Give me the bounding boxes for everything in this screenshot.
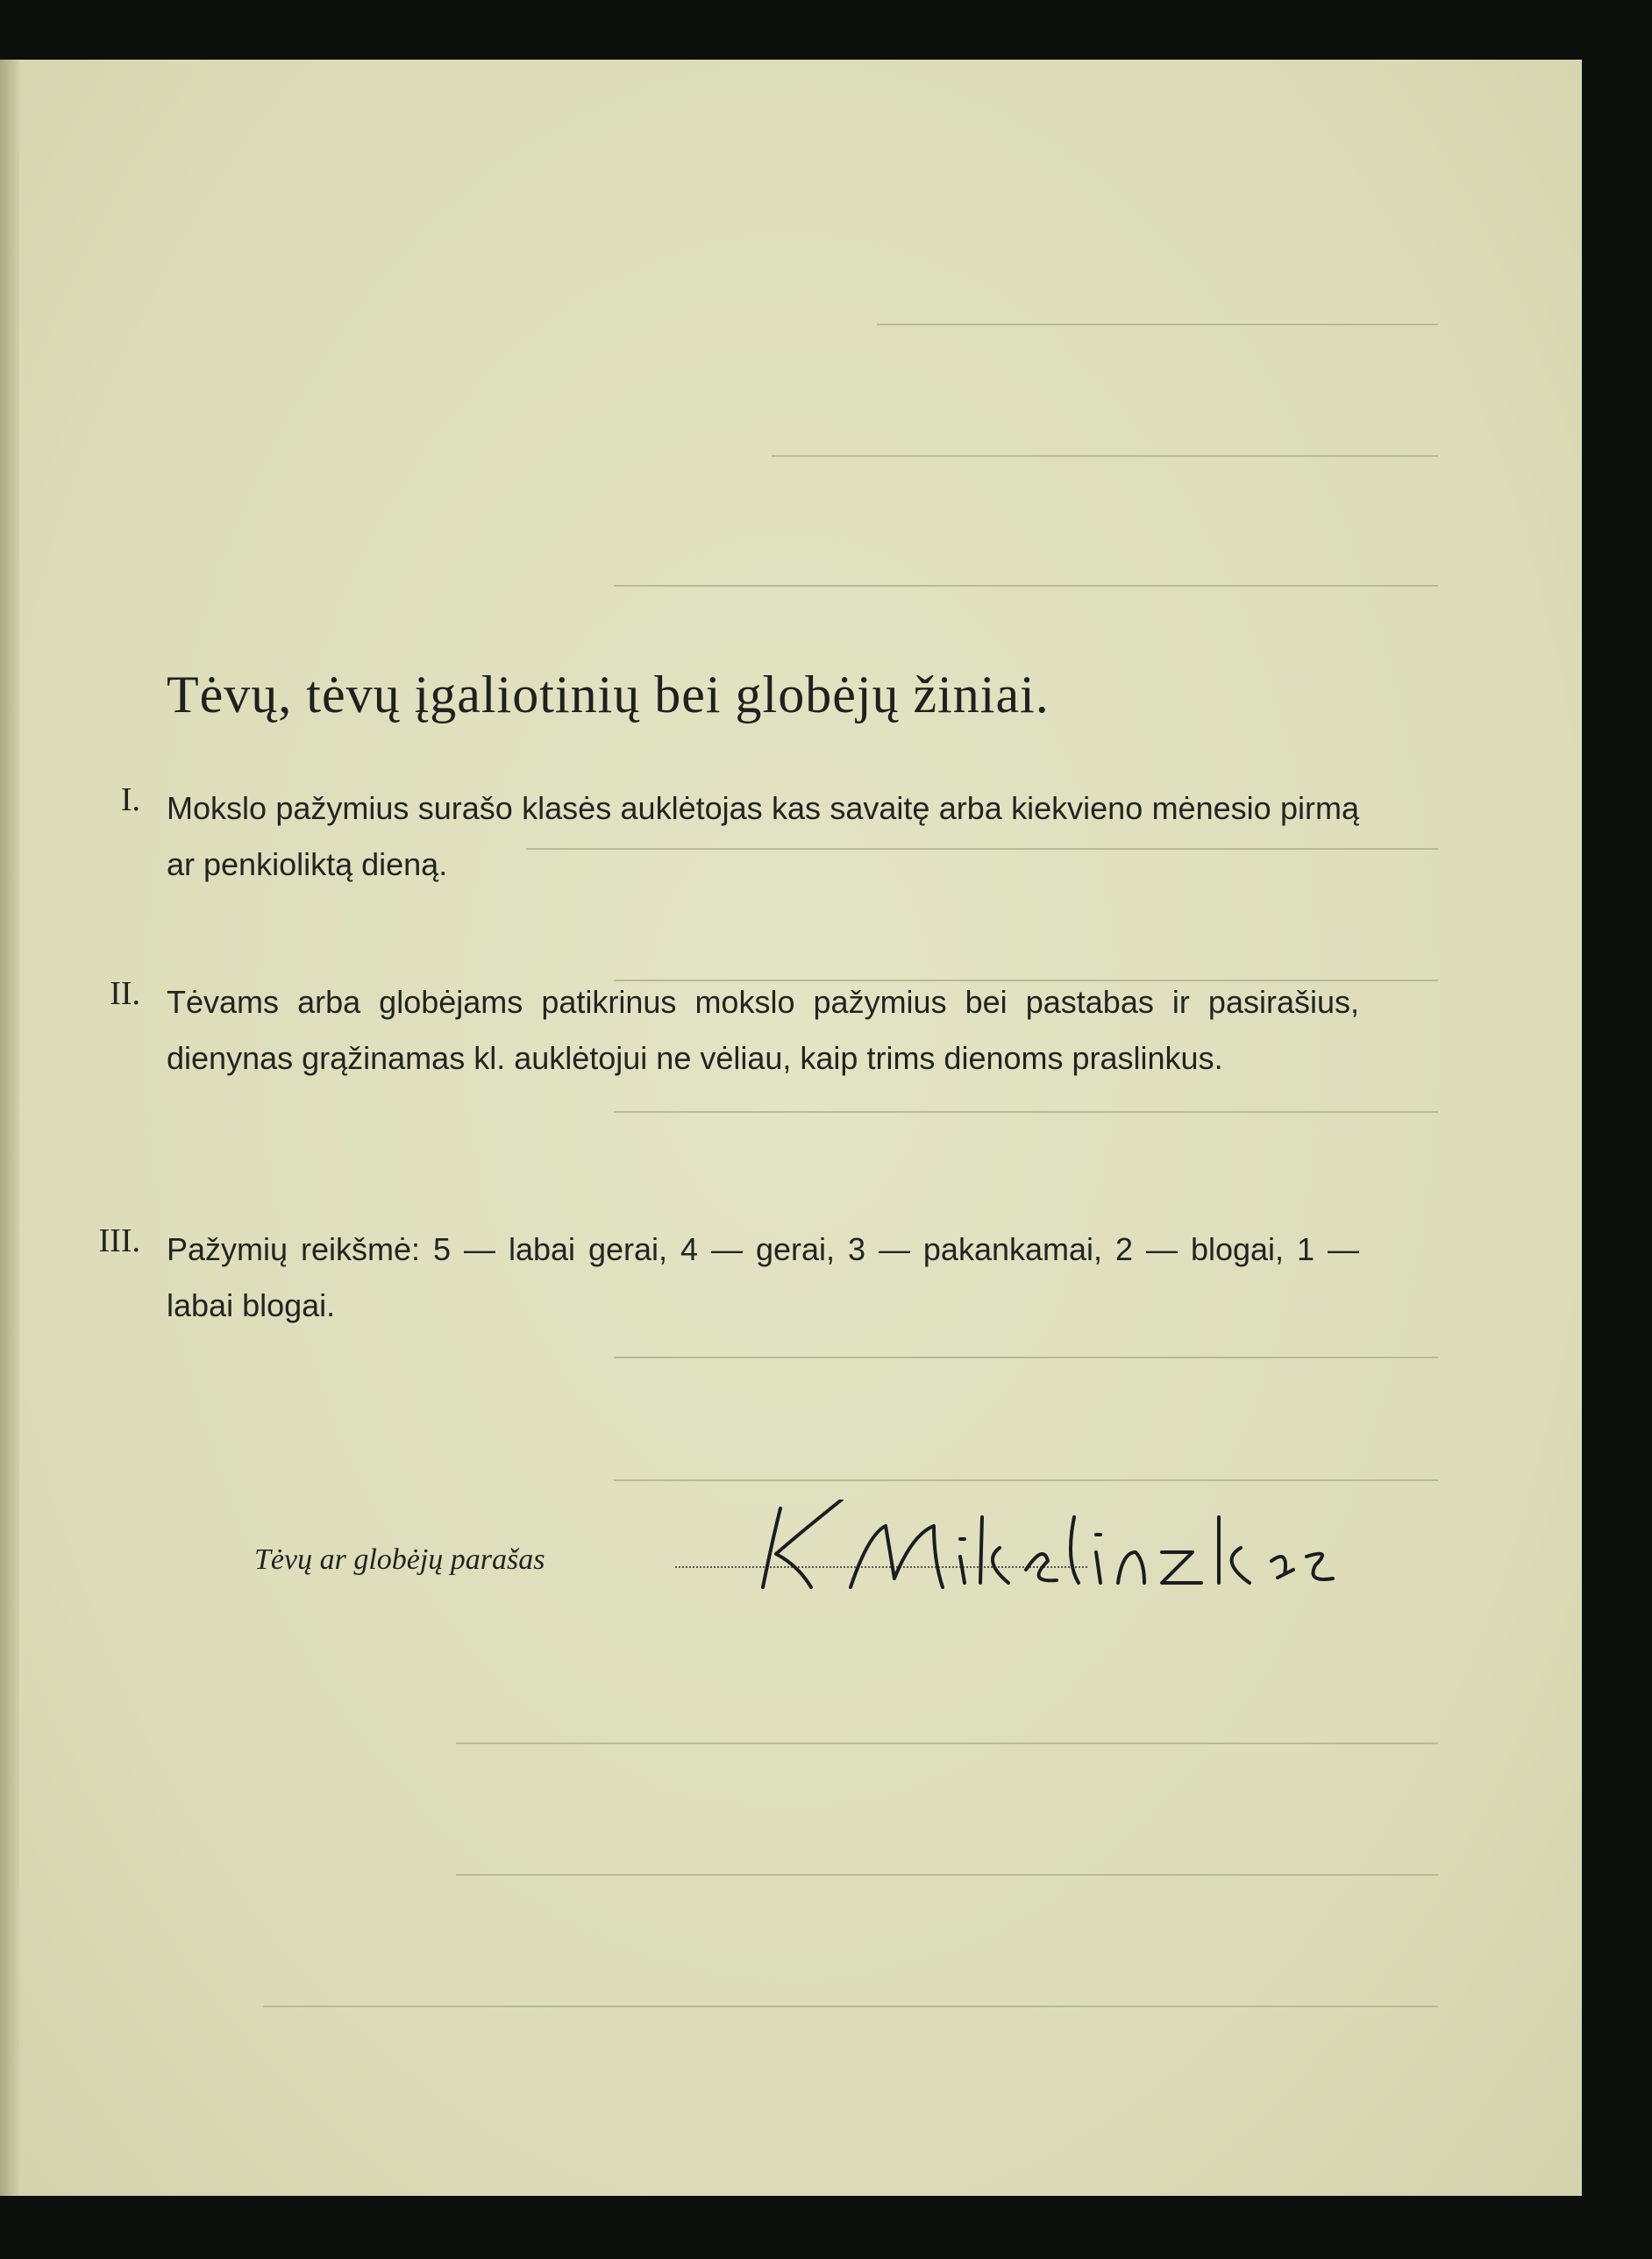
rule-number: II. bbox=[110, 975, 140, 1012]
rule-text: Mokslo pažymius surašo klasės auklėtojas kas savaitę arba kiekvieno mėnesio pirmą ar penkioliktą dieną. bbox=[167, 790, 1359, 882]
rule-text: Pažymių reikšmė: 5 — labai gerai, 4 — gerai, 3 — pakankamai, 2 — blogai, 1 — labai blogai. bbox=[167, 1231, 1359, 1323]
rule-text: Tėvams arba globėjams patikrinus mokslo pažymius bei pastabas ir pasirašius, dienynas grąžinamas kl. auklėtojui ne vėliau, kaip trims dienoms praslinkus. bbox=[167, 984, 1359, 1076]
rule-number: I. bbox=[120, 781, 140, 818]
document-page bbox=[0, 60, 1582, 2196]
handwritten-signature bbox=[745, 1500, 1342, 1596]
signature-label: Tėvų ar globėjų parašas bbox=[254, 1543, 545, 1576]
signature-row bbox=[254, 1526, 1359, 1578]
rule-number: III. bbox=[98, 1222, 140, 1259]
page-title: Tėvų, tėvų įgaliotinių bei globėjų žiniai. bbox=[167, 666, 1050, 723]
page-edge bbox=[0, 60, 19, 2196]
show-through-lines bbox=[0, 60, 1582, 2196]
